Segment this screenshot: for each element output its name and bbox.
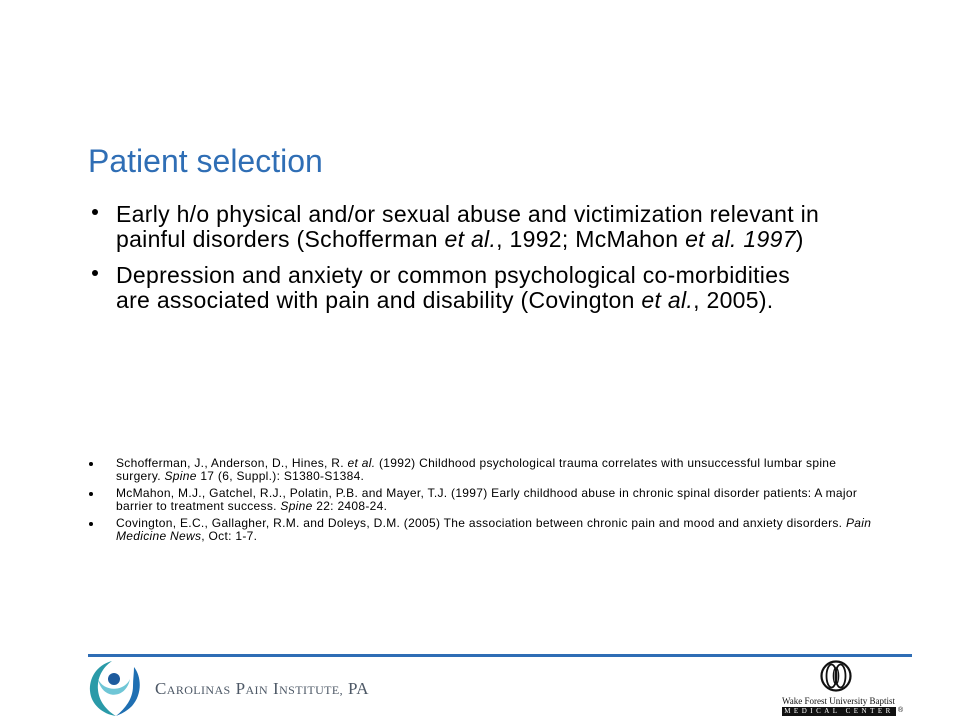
bullet-text xyxy=(116,202,960,252)
reference-text-segment: surgery. xyxy=(116,468,165,483)
medical-center-name: Wake Forest University Baptist xyxy=(782,696,896,706)
bullet-line xyxy=(116,288,960,313)
reference-text-segment: barrier to treatment success. xyxy=(116,498,281,513)
reference-text-segment: (1992) Childhood psychological trauma correlates with unsuccessful lumbar spine xyxy=(375,456,837,470)
reference-text-segment: 17 (6, Suppl.): S1380-S1384. xyxy=(196,468,365,483)
reference-line xyxy=(116,500,960,513)
bullet-marker xyxy=(92,270,98,276)
bullet-item xyxy=(0,263,960,313)
bullet-text-segment: painful disorders (Schofferman xyxy=(116,226,445,252)
institute-name xyxy=(155,679,369,699)
journal-name: Spine xyxy=(280,498,313,513)
reference-text-segment: , Oct: 1-7. xyxy=(201,528,258,543)
reference-marker xyxy=(89,492,93,496)
wake-forest-seal-icon xyxy=(819,659,853,693)
reference-text-segment: McMahon, M.J., Gatchel, R.J., Polatin, P.B. and Mayer, T.J. (1997) Early childhood abuse in chronic spinal disorder patients: A major xyxy=(116,486,858,500)
journal-name: Medicine News xyxy=(116,528,202,543)
reference-line xyxy=(116,470,960,483)
institute-name-word: CAROLINAS xyxy=(155,679,231,698)
medical-center-band: MEDICAL CENTER xyxy=(782,707,896,716)
institute-name-word: PA xyxy=(348,679,369,698)
bullet-text-segment: , 1992; McMahon xyxy=(496,226,686,252)
bullet-line xyxy=(116,263,960,288)
institute-name-word: PAIN xyxy=(235,679,269,698)
italic-citation-segment: et al. 1997 xyxy=(685,226,796,252)
journal-name: Pain xyxy=(845,516,872,530)
italic-citation-segment: et al. xyxy=(641,287,694,313)
italic-reference-segment: et al. xyxy=(347,456,376,470)
bullet-text xyxy=(116,263,960,313)
reference-marker xyxy=(89,522,93,526)
carolinas-pain-institute-logo-icon xyxy=(88,659,144,717)
reference-text xyxy=(116,517,960,542)
bullet-line xyxy=(116,202,960,227)
bullet-list xyxy=(0,202,960,324)
bullet-text-segment: are associated with pain and disability (Covington xyxy=(116,287,642,313)
bullet-marker xyxy=(92,209,98,215)
italic-citation-segment: et al. xyxy=(444,226,497,252)
reference-item xyxy=(0,517,960,542)
slide-title: Patient selection xyxy=(88,143,323,179)
reference-list xyxy=(0,457,960,547)
bullet-item xyxy=(0,202,960,252)
institute-name-word: INSTITUTE, xyxy=(273,679,344,698)
bullet-text-segment: , 2005). xyxy=(693,287,774,313)
bullet-text-segment: ) xyxy=(795,226,804,252)
reference-item xyxy=(0,457,960,482)
bullet-text-segment: Depression and anxiety or common psychological co-morbidities xyxy=(116,262,791,288)
reference-marker xyxy=(89,462,93,466)
registered-mark: ® xyxy=(898,707,904,714)
bullet-text-segment: Early h/o physical and/or sexual abuse and victimization relevant in xyxy=(116,201,820,227)
reference-text-segment: Schofferman, J., Anderson, D., Hines, R. xyxy=(116,456,348,470)
reference-text-segment: Covington, E.C., Gallagher, R.M. and Doleys, D.M. (2005) The association between chronic pain and mood and anxiety disorders. xyxy=(116,516,846,530)
reference-item xyxy=(0,487,960,512)
reference-text xyxy=(116,487,960,512)
reference-text-segment: 22: 2408-24. xyxy=(312,498,388,513)
bullet-line xyxy=(116,227,960,252)
reference-text xyxy=(116,457,960,482)
reference-line xyxy=(116,530,960,543)
journal-name: Spine xyxy=(164,468,197,483)
footer-divider xyxy=(88,654,912,657)
logo-head-shape xyxy=(108,673,120,685)
